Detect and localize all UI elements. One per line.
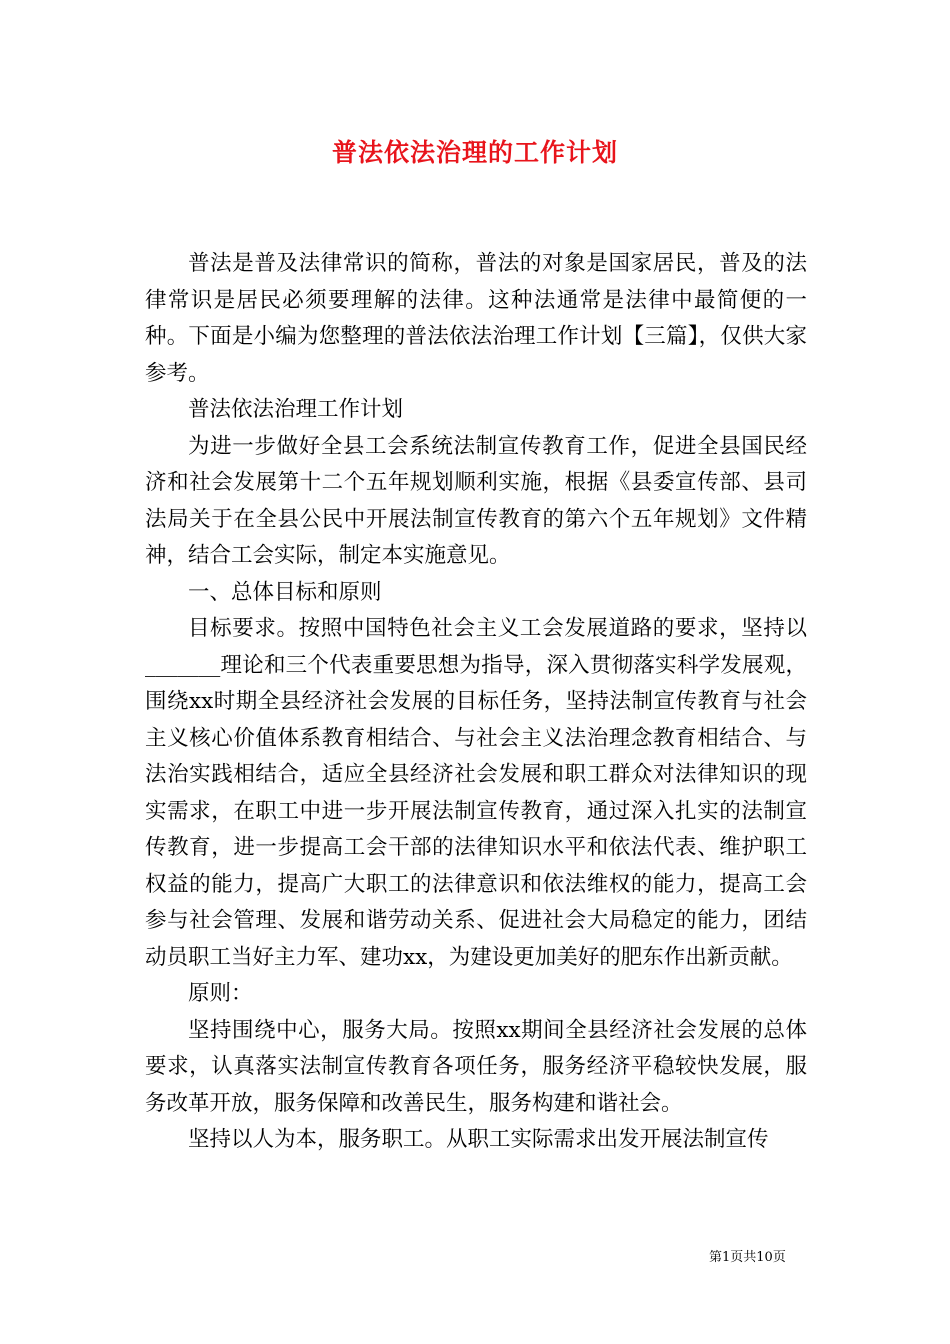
paragraph-principle-2: 坚持以人为本，服务职工。从职工实际需求出发开展法制宣传 [188, 1127, 769, 1152]
paragraph-intro: 普法是普及法律常识的简称，普法的对象是国家居民，普及的法律常识是居民必须要理解的法律。这种法通常是法律中最简便的一种。下面是小编为您整理的普法依法治理工作计划【三篇】，仅供大家参考。 [145, 251, 807, 386]
document-body [145, 246, 807, 1159]
document-title: 普法依法治理的工作计划 [331, 138, 618, 167]
section-heading-1: 一、总体目标和原则 [188, 579, 382, 605]
paragraph-subtitle: 普法依法治理工作计划 [188, 397, 404, 422]
paragraph-principle-1: 坚持围绕中心，服务大局。按照xx期间全县经济社会发展的总体要求，认真落实法制宣传教育各项任务，服务经济平稳较快发展，服务改革开放，服务保障和改善民生，服务构建和谐社会。 [145, 1017, 807, 1116]
principles-heading: 原则： [188, 981, 253, 1006]
paragraph-purpose: 为进一步做好全县工会系统法制宣传教育工作，促进全县国民经济和社会发展第十二个五年规划顺利实施，根据《县委宣传部、县司法局关于在全县公民中开展法制宣传教育的第六个五年规划》文件精神，结合工会实际，制定本实施意见。 [145, 433, 807, 568]
page-footer: 第1页共10页 [709, 1250, 786, 1265]
paragraph-goals: 目标要求。按照中国特色社会主义工会发展道路的要求，坚持以_______理论和三个代表重要思想为指导，深入贯彻落实科学发展观，围绕xx时期全县经济社会发展的目标任务，坚持法制宣传教育与社会主义核心价值体系教育相结合、与社会主义法治理念教育相结合、与法治实践相结合，适应全县经济社会发展和职工群众对法律知识的现实需求，在职工中进一步开展法制宣传教育，通过深入扎实的法制宣传教育，进一步提高工会干部的法律知识水平和依法代表、维护职工权益的能力，提高广大职工的法律意识和依法维权的能力，提高工会参与社会管理、发展和谐劳动关系、促进社会大局稳定的能力，团结动员职工当好主力军、建功xx，为建设更加美好的肥东作出新贡献。 [145, 616, 807, 970]
